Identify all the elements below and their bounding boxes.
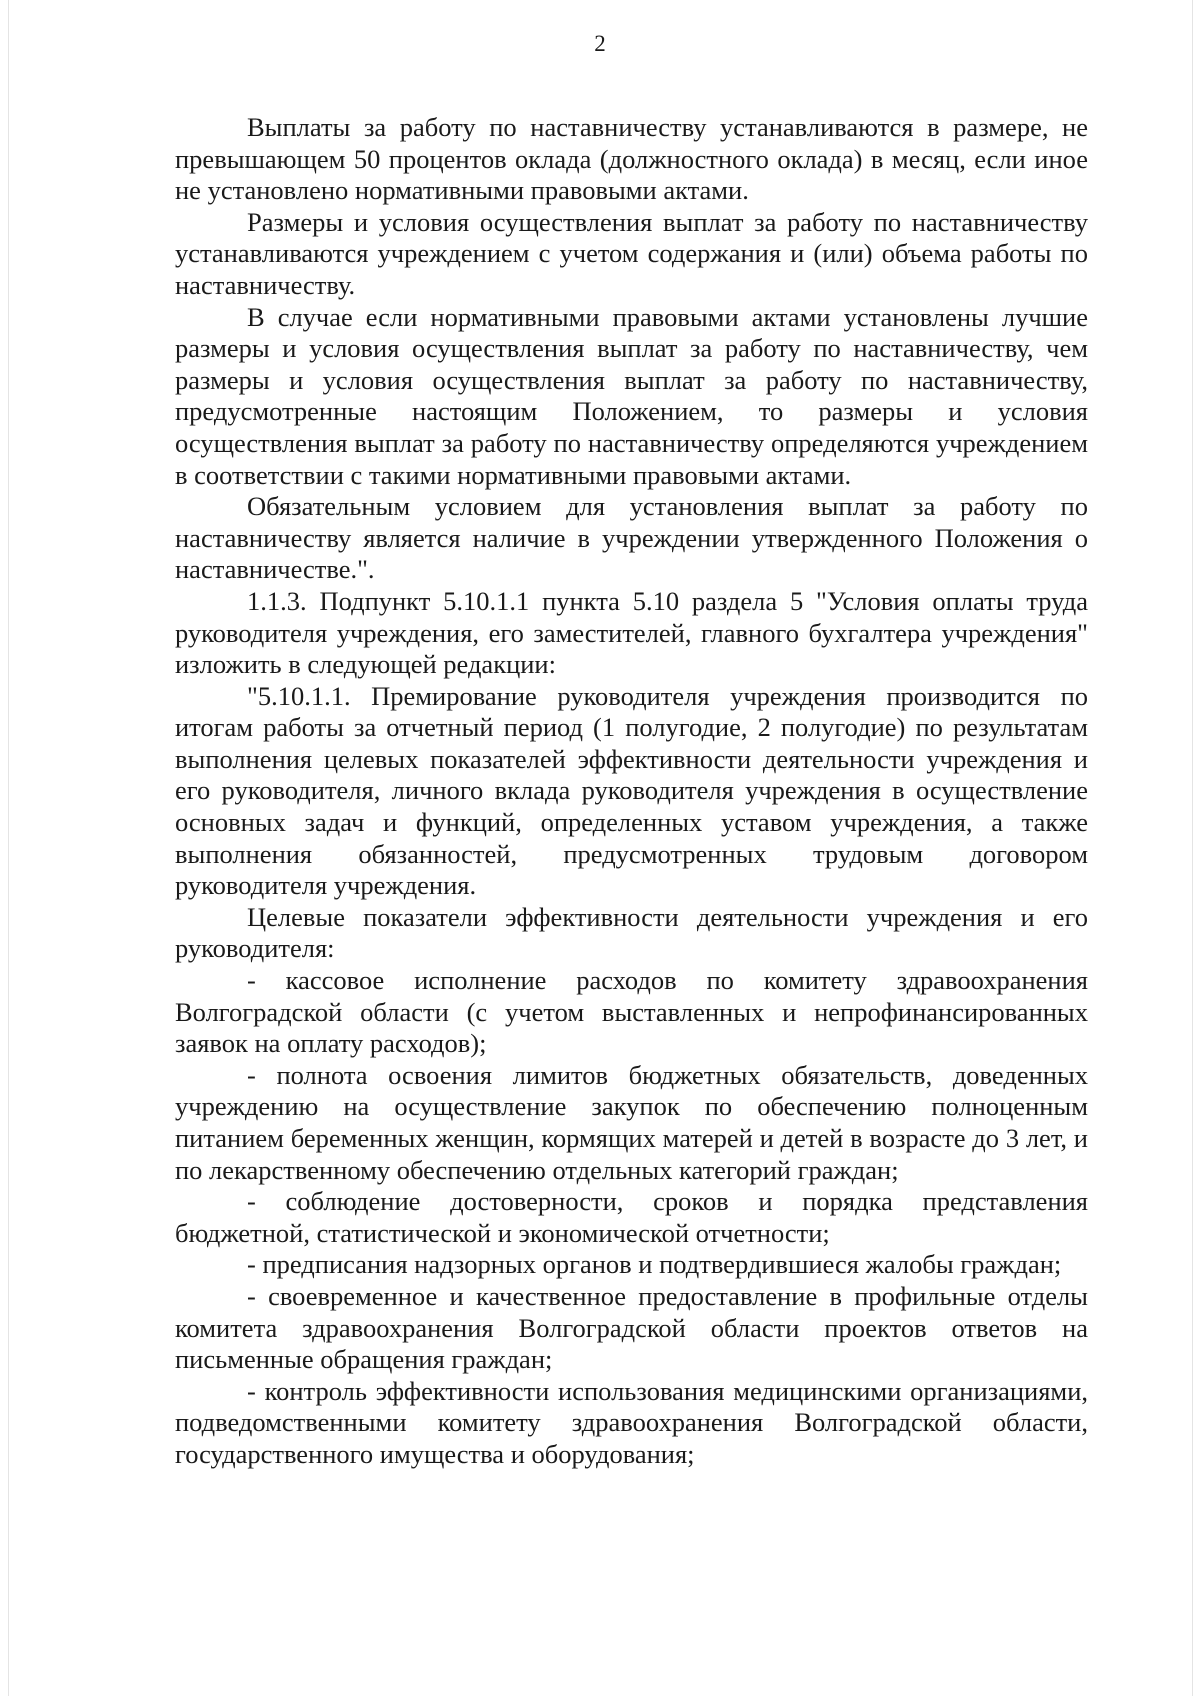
list-item-supervisory-orders: - предписания надзорных органов и подтвердившиеся жалобы граждан; [247, 1249, 1062, 1280]
page-number: 2 [594, 31, 606, 56]
scan-edge-left [8, 0, 9, 1696]
list-item-cash-execution: - кассовое исполнение расходов по комитету здравоохранения Волгоградской области (с учетом выставленных и непрофинансированных заявок на оплату расходов); [175, 965, 1088, 1059]
paragraph-subitem-1-1-3: 1.1.3. Подпункт 5.10.1.1 пункта 5.10 раздела 5 "Условия оплаты труда руководителя учреждения, его заместителей, главного бухгалтера учреждения" изложить в следующей редакции: [175, 585, 1088, 680]
paragraph-mandatory-condition: Обязательным условием для установления выплат за работу по наставничеству является наличие в учреждении утвержденного Положения о наставничестве.". [175, 491, 1088, 585]
paragraph-better-conditions: В случае если нормативными правовыми актами установлены лучшие размеры и условия осуществления выплат за работу по наставничеству, чем размеры и условия осуществления выплат за работу по наставничеству, предусмотренные настоящим Положением, то размеры и условия осуществления выплат за работу по наставничеству определяются учреждением в соответствии с такими нормативными правовыми актами. [175, 301, 1088, 490]
list-item-budget-limits: - полнота освоения лимитов бюджетных обязательств, доведенных учреждению на осуществление закупок по обеспечению полноценным питанием беременных женщин, кормящих матерей и детей в возрасте до 3 лет, и по лекарственному обеспечению отдельных категорий граждан; [175, 1059, 1088, 1185]
list-item-citizen-appeals: - своевременное и качественное предоставление в профильные отделы комитета здравоохранения Волгоградской области проектов ответов на письменные обращения граждан; [175, 1280, 1088, 1375]
document-body [175, 112, 1088, 1471]
paragraph-mentoring-payments-conditions: Размеры и условия осуществления выплат за работу по наставничеству устанавливаются учреждением с учетом содержания и (или) объема работы по наставничеству. [175, 206, 1088, 300]
scan-edge-right [1192, 0, 1193, 1696]
paragraph-5-10-1-1-bonus: "5.10.1.1. Премирование руководителя учреждения производится по итогам работы за отчетный период (1 полугодие, 2 полугодие) по результатам выполнения целевых показателей эффективности деятельности учреждения и его руководителя, личного вклада руководителя учреждения в осуществление основных задач и функций, определенных уставом учреждения, а также выполнения обязанностей, предусмотренных трудовым договором руководителя учреждения. [175, 680, 1088, 901]
paragraph-target-indicators-heading: Целевые показатели эффективности деятельности учреждения и его руководителя: [175, 901, 1088, 964]
paragraph-mentoring-payments-amount: Выплаты за работу по наставничеству устанавливаются в размере, не превышающем 50 процентов оклада (должностного оклада) в месяц, если иное не установлено нормативными правовыми актами. [175, 112, 1088, 206]
list-item-reporting: - соблюдение достоверности, сроков и порядка представления бюджетной, статистической и экономической отчетности; [175, 1186, 1088, 1248]
list-item-property-control: - контроль эффективности использования медицинскими организациями, подведомственными комитету здравоохранения Волгоградской области, государственного имущества и оборудования; [175, 1375, 1088, 1469]
